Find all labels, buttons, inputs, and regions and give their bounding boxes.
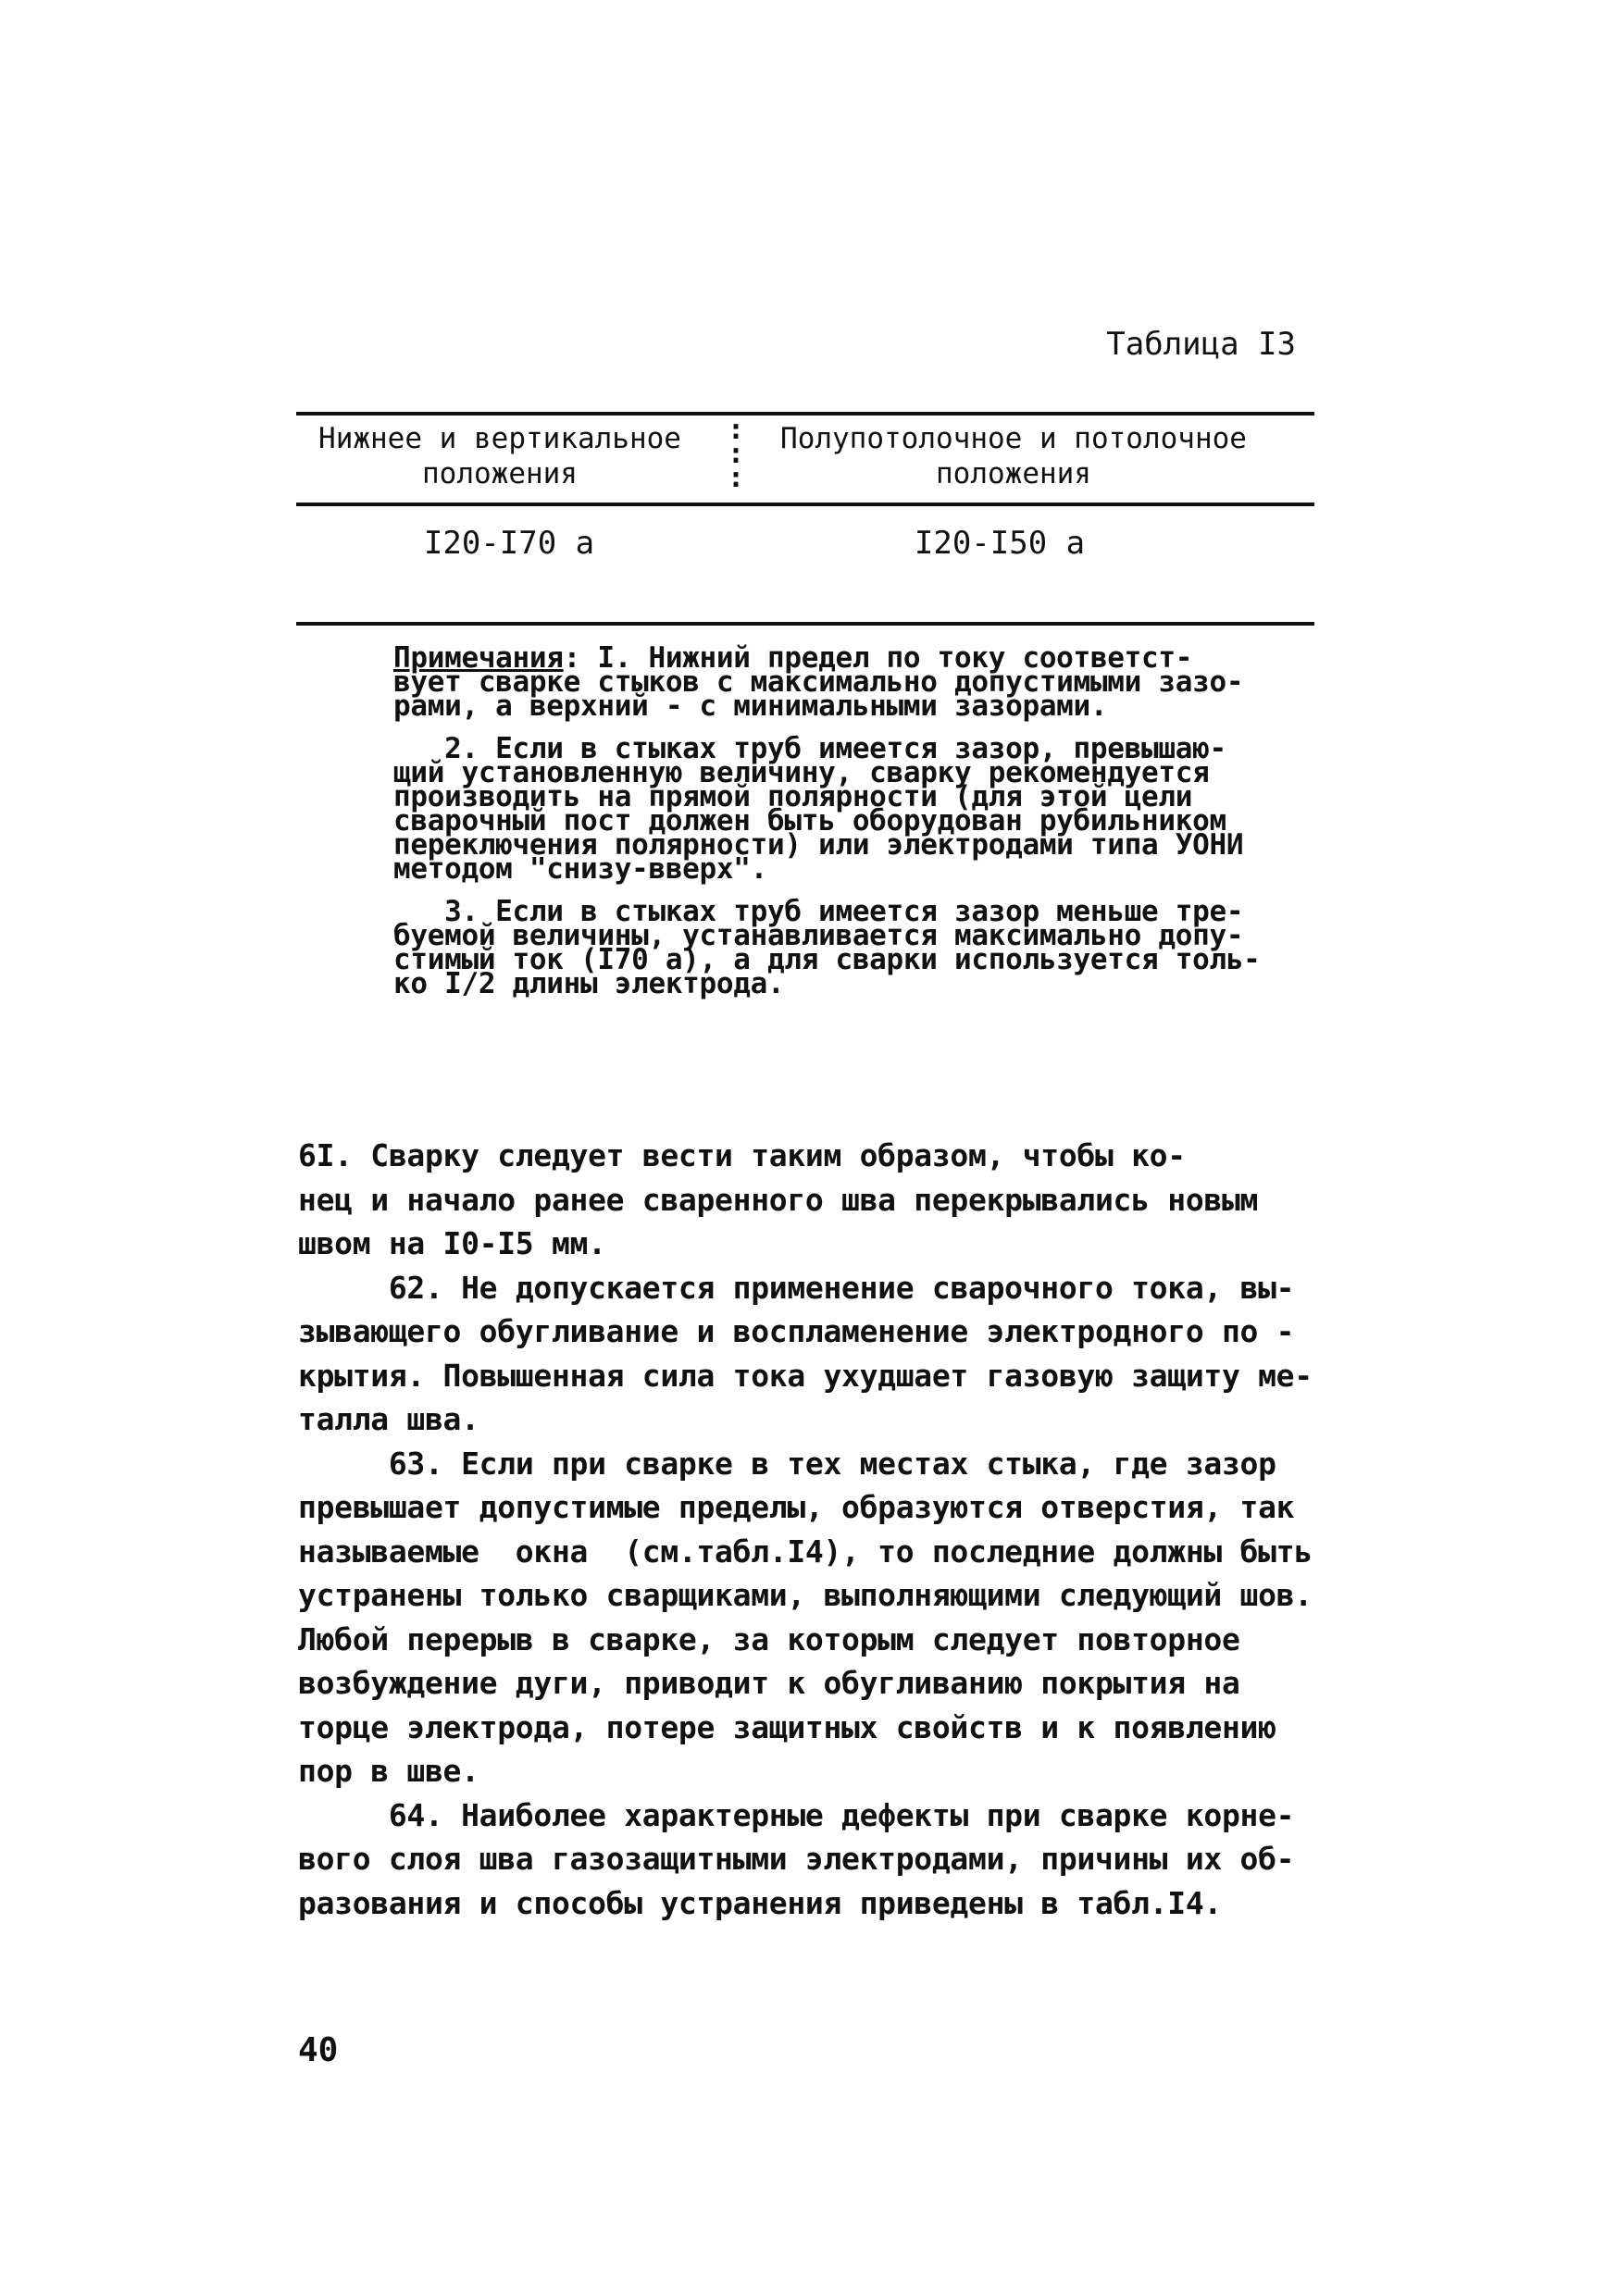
- paragraph-61: 6I. Сварку следует вести таким образом, чтобы ко- нец и начало ранее сваренного шва перекрывались новым швом на I0-I5 мм.: [298, 1137, 1259, 1261]
- table-value-left: I20-I70 а: [423, 525, 595, 562]
- table-header-rule: [296, 503, 1314, 506]
- table-header-left: [292, 421, 708, 491]
- table-header-right: [741, 421, 1287, 491]
- note-2: 2. Если в стыках труб имеется зазор, превышаю- щий установленную величину, сварку рекомендуется производить на прямой полярности (для этой цели сварочный пост должен быть оборудован рубильником переключения полярности) или электродами типа УОНИ методом "снизу-вверх".: [393, 732, 1244, 886]
- table-value-right: I20-I50 а: [914, 525, 1086, 562]
- page-number: 40: [298, 2031, 339, 2069]
- notes-title: Примечания: [393, 641, 564, 675]
- table-header-separator: : : :: [727, 414, 745, 494]
- note-1: [393, 641, 1319, 723]
- paragraph-62: 62. Не допускается применение сварочного тока, вы- зывающего обугливание и воспламенение электродного по - крытия. Повышенная сила тока ухудшает газовую защиту ме- талла шва.: [298, 1269, 1313, 1437]
- note-3: 3. Если в стыках труб имеется зазор меньше тре- буемой величины, устанавливается максимально допу- стимый ток (I70 а), а для сварки используется толь- ко I/2 длины электрода.: [393, 895, 1261, 1000]
- table-top-rule: [296, 412, 1314, 416]
- table-caption: Таблица I3: [1106, 326, 1296, 363]
- table-header-right-line2: положения: [936, 457, 1091, 490]
- table-notes: [393, 641, 1319, 1014]
- table-header-left-line1: Нижнее и вертикальное: [318, 422, 681, 455]
- table-bottom-rule: [296, 622, 1314, 626]
- table-header-right-line1: Полупотолочное и потолочное: [780, 422, 1247, 455]
- body-text: [298, 1134, 1344, 1925]
- paragraph-63: 63. Если при сварке в тех местах стыка, где зазор превышает допустимые пределы, образуются отверстия, так называемые окна (см.табл.I4), то последние должны быть устранены только сварщиками, выполняющими следующий шов. Любой перерыв в сварке, за которым следует повторное возбуждение дуги, приводит к обугливанию покрытия на торце электрода, потере защитных свойств и к появлению пор в шве.: [298, 1445, 1313, 1789]
- paragraph-64: 64. Наиболее характерные дефекты при сварке корне- вого слоя шва газозащитными электродами, причины их об- разования и способы устранения приведены в табл.I4.: [298, 1796, 1295, 1921]
- note-1-text: : I. Нижний предел по току соответст- вует сварке стыков с максимально допустимыми зазо- рами, а верхний - с минимальными зазорами.: [393, 641, 1244, 723]
- table-header-left-line2: положения: [422, 457, 578, 490]
